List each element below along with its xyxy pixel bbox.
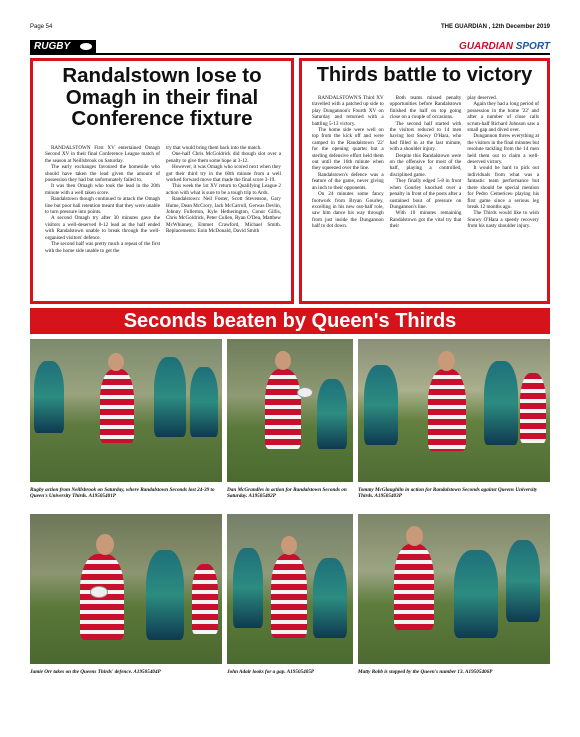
- player-figure: [192, 564, 218, 634]
- player-head: [438, 351, 455, 371]
- player-figure: [394, 544, 434, 630]
- story1-col2: [166, 145, 281, 254]
- photo-john-adair: [227, 514, 353, 664]
- paragraph: It was then Omagh who took the lead in the 20th minute with a well taken score.: [45, 183, 160, 196]
- rugby-ball: [297, 387, 313, 398]
- brand-sport: SPORT: [515, 41, 550, 52]
- paragraph: On 24 minutes some fancy footwork from Bryan Gourley, excelling in his new out-half role, saw him dance his way through from just inside the Dungannon half to dot down.: [312, 191, 384, 230]
- player-figure: [190, 367, 218, 437]
- player-figure: [313, 558, 347, 638]
- section-tag: [30, 40, 96, 53]
- story1-body: [45, 145, 281, 254]
- player-figure: [428, 369, 466, 451]
- player-head: [406, 526, 423, 546]
- paragraph: The second half started with the visitors reduced to 14 men having lost Snowy O'Hara, who had filled in at the last minute, with a shoulder injury.: [389, 120, 462, 153]
- paragraph: Again they had a long period of possession in the home '22' and after a number of close calls scrum-half Richard Johnson saw a small gap and dived over.: [467, 101, 540, 134]
- story2-col2: [390, 95, 462, 230]
- paragraph: Randalstown's defence was a feature of the game, never giving an inch to their opponents.: [312, 171, 384, 191]
- player-figure: [265, 369, 301, 449]
- story2-col1: [312, 95, 384, 230]
- caption-photo-5: John Adair looks for a gap. A19505405P: [227, 669, 315, 675]
- player-figure: [317, 379, 347, 449]
- header-rule: [30, 53, 550, 55]
- player-figure: [233, 548, 263, 628]
- rugby-ball-icon: [80, 43, 92, 50]
- story-thirds-victory: [299, 58, 550, 304]
- paragraph: They finally edged 5-8 in front when Gourley knocked over a penalty in front of the posts after a sustained bout of pressure on Dungannon's line.: [389, 178, 462, 210]
- player-figure: [364, 365, 398, 445]
- player-figure: [520, 373, 546, 443]
- paragraph: Randalstown though continued to attack the Omagh line but poor ball retention meant that they were unable to turn pressure into points.: [45, 196, 160, 216]
- paragraph: Dungannon threw everything at the visitors in the final minutes but resolute tackling from the 14 men held them out to claim a well-deserved victory.: [467, 133, 540, 166]
- player-head: [275, 351, 291, 370]
- player-figure: [506, 540, 540, 622]
- photo-dan-mcgrandles: [227, 339, 353, 482]
- paragraph: It would be hard to pick out individuals from what was a fantastic team performance but there should be special mention for Pedro Cemericeu playing his first game since a serious leg break 12 months ago.: [467, 165, 540, 210]
- paper-date: THE GUARDIAN , 12th December 2019: [440, 24, 550, 30]
- section-tag-label: RUGBY: [34, 41, 71, 52]
- paragraph: The Thirds would like to wish Snowy O'Hara a speedy recovery from his nasty shoulder injury.: [467, 210, 540, 230]
- brand: [459, 41, 550, 52]
- story2-col3: [467, 95, 539, 230]
- paragraph: Randalstown: Neil Foster, Scott Stevenson, Gary Hume, Dean McCrory, Jack McCarroll, Gerwas Devlin, Johnny Fullerton, Kyle Hetherington, Conor Gillis, Chris McGoldrick, Peter Cullen, Ryan O'Dea, Matthew McWhinney, Emmet Crawford, Michael Smith. Replacements: Eoin McDonald, David Smith: [166, 196, 282, 235]
- rugby-ball: [90, 586, 108, 598]
- paragraph: The home side were well on top from the kick off and were camped in the Randalstown '22' for the opening quarter but a sterling defensive effort held them out until the 16th minute when they squeezed over the line.: [312, 127, 384, 172]
- story2-headline: Thirds battle to victory: [316, 64, 533, 86]
- photo-tommy-mcglaughlin: [358, 339, 550, 482]
- player-figure: [146, 550, 184, 640]
- brand-guardian: GUARDIAN: [459, 41, 513, 52]
- paragraph: This week the 1st XV return to Qualifying League 2 action with what is sure to be a tough trip to Ards.: [166, 183, 281, 196]
- caption-photo-3: Tommy McGlaughlin in action for Randalstown Seconds against Queens University Thirds. A19505403P: [358, 487, 538, 500]
- player-head: [281, 536, 297, 555]
- paragraph: One-half Chris McGoldrick did though slot over a penalty to give them some hope at 3-12.: [166, 151, 281, 164]
- player-figure: [484, 361, 518, 445]
- photo-matty-robb: [358, 514, 550, 664]
- player-figure: [154, 357, 186, 437]
- player-figure: [34, 361, 64, 433]
- paragraph: With 10 minutes remaining Randalstown got the vital try that their: [389, 210, 462, 230]
- story2-body: [312, 95, 539, 230]
- player-figure: [100, 369, 134, 443]
- paragraph: RANDALSTOWN First XV entertained Omagh Second XV in their final Conference League match of the season at Neillsbrook on Saturday.: [45, 145, 160, 164]
- story1-col1: [45, 145, 160, 254]
- story-randalstown-omagh: [30, 58, 294, 304]
- player-figure: [271, 554, 307, 638]
- paragraph: A second Omagh try after 30 minutes gave the visitors a well-deserved 0-12 lead as the half ended with Randalstown unable to break through the well-organised visitors' defence.: [45, 215, 160, 241]
- photo-rugby-action: [30, 339, 222, 482]
- player-head: [96, 534, 114, 555]
- paragraph: RANDALSTOWN'S Third XV travelled with a patched up side to play Dungannon's Fourth XV on Saturday and returned with a battling 5-13 victory.: [312, 95, 384, 127]
- paragraph: Despite this Randalstown were on the offensive for most of the half, playing a controlled, disciplined game.: [389, 152, 462, 178]
- photo-jamie-orr: [30, 514, 222, 664]
- caption-photo-2: Dan McGrandles in action for Randalstown Seconds on Saturday. A19505402P: [227, 487, 347, 500]
- paragraph: try that would bring them back into the match.: [166, 145, 262, 151]
- paragraph: The second half was pretty much a repeat of the first with the home side unable to get the: [45, 241, 160, 254]
- paragraph: The early exchanges favoured the homeside who should have taken the lead given the amount of possession they had but unfortunately failed to.: [45, 164, 160, 184]
- player-figure: [454, 550, 498, 638]
- paragraph: However, it was Omagh who scored next when they got their third try in the 60th minute from a well worked forward move that made the final score 3-19.: [166, 164, 281, 184]
- story1-headline: Randalstown lose to Omagh in their final Conference fixture: [62, 64, 262, 131]
- page-number: Page 54: [30, 24, 53, 30]
- player-head: [108, 353, 124, 371]
- paragraph: Both teams missed penalty opportunities before Randalstown finished the half on top going close on a couple of occasions.: [389, 95, 462, 121]
- caption-photo-1: Rugby action from Neillsbrook on Saturday, where Randalstown Seconds lost 24-39 to Queen's University Thirds. A19505401P: [30, 487, 215, 500]
- caption-photo-6: Matty Robb is stopped by the Queen's number 13. A19505406P: [358, 669, 493, 675]
- paragraph: play deserved.: [467, 95, 498, 101]
- photo-story-banner: Seconds beaten by Queen's Thirds: [30, 308, 550, 334]
- caption-photo-4: Jamie Orr takes on the Queens Thirds' defence. A19505404P: [30, 669, 161, 675]
